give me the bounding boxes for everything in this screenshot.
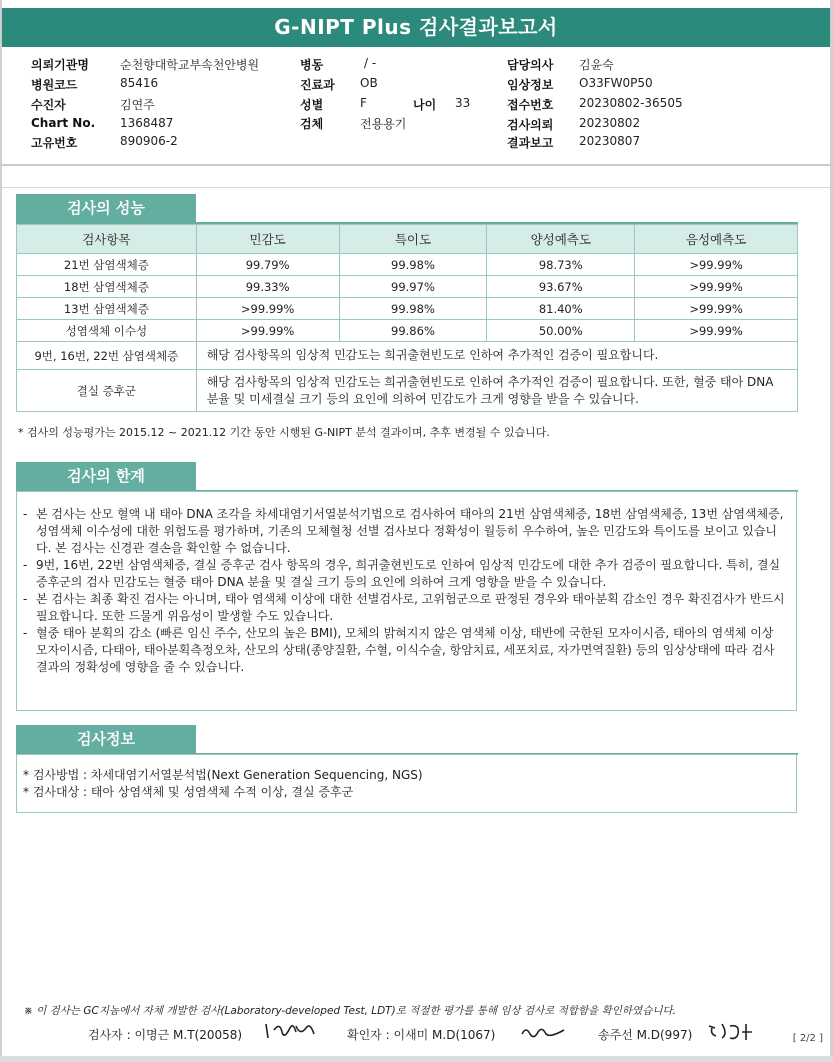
sex-label: 성별 (300, 98, 324, 112)
table-cell: 99.97% (339, 276, 487, 298)
column-header: 특이도 (339, 225, 487, 254)
limitations-box (16, 491, 797, 711)
report-date-label: 결과보고 (507, 136, 554, 150)
patient-info (0, 54, 833, 164)
table-cell: 98.73% (487, 254, 635, 276)
table-cell: 9번, 16번, 22번 삼염색체증 (17, 342, 197, 370)
table-cell: >99.99% (196, 298, 339, 320)
dept-value: OB (360, 76, 378, 90)
table-cell: >99.99% (635, 254, 798, 276)
limitations-heading: 검사의 한계 (16, 462, 196, 490)
report-date-value: 20230807 (579, 134, 641, 148)
table-cell: 99.79% (196, 254, 339, 276)
info-divider-thin (2, 187, 830, 188)
clinical-label: 임상정보 (507, 78, 554, 92)
table-cell: >99.99% (196, 320, 339, 342)
doctor-label: 담당의사 (507, 58, 554, 72)
list-item: - 혈중 태아 분획의 감소 (빠른 임신 주수, 산모의 높은 BMI), 모체의 밝혀지지 않은 염색체 이상, 태반에 국한된 모자이시즘, 태아의 염색체 이상 모자이시즘, 다태아, 태아분획측정오차, 산모의 상태(종양질환, 수혈, 이식수술, 항암치료, 세포치료, 자가면역질환) 등의 임상상태에 따라 검사결과의 정확성에 영향을 줄 수 있습니다. (23, 625, 786, 676)
page-number: [ 2/2 ] (792, 1033, 823, 1044)
list-item: - 본 검사는 산모 혈액 내 태아 DNA 조각을 차세대염기서열분석기법으로 검사하여 태아의 21번 삼염색체증, 18번 삼염색체증, 13번 삼염색체증, 성염색체 이수성에 대한 위험도를 평가하며, 기존의 모체혈청 선별 검사보다 정확성이 월등히 우수하여, 높은 민감도와 특이도를 보이고 있습니다. 본 검사는 신경관 결손을 확인할 수 없습니다. (23, 506, 786, 557)
table-cell: 99.98% (339, 298, 487, 320)
performance-table (16, 224, 798, 412)
table-cell: >99.99% (635, 276, 798, 298)
req-date-value: 20230802 (579, 116, 641, 130)
table-cell: 99.98% (339, 254, 487, 276)
table-cell: 99.86% (339, 320, 487, 342)
list-item: - 본 검사는 최종 확진 검사는 아니며, 태아 염색체 이상에 대한 선별검사로, 고위험군으로 판정된 경우와 태아분획 감소인 경우 확진검사가 반드시 필요합니다. 또한 드물게 위음성이 발생할 수도 있습니다. (23, 591, 786, 625)
req-inst-value: 순천향대학교부속천안병원 (120, 58, 260, 72)
doctor-value: 김윤숙 (579, 58, 614, 72)
table-cell: 성염색체 이수성 (17, 320, 197, 342)
table-cell: 18번 삼염색체증 (17, 276, 197, 298)
age-label: 나이 (413, 98, 437, 112)
tester: 검사자 : 이명근 M.T(20058) (88, 1028, 243, 1042)
hosp-code-value: 85416 (120, 76, 159, 90)
table-cell: 50.00% (487, 320, 635, 342)
ward-value: / - (364, 56, 377, 70)
list-item: * 검사방법 : 차세대염기서열분석법(Next Generation Sequencing, NGS) (23, 768, 423, 782)
ward-label: 병동 (300, 58, 324, 72)
clinical-value: O33FW0P50 (579, 76, 653, 90)
column-header: 검사항목 (17, 225, 197, 254)
tester-signature (262, 1020, 318, 1045)
table-cell: 21번 삼염색체증 (17, 254, 197, 276)
table-note-row (17, 370, 798, 412)
table-note: 해당 검사항목의 임상적 민감도는 희귀출현빈도로 인하여 추가적인 검증이 필요합니다. (196, 342, 797, 370)
table-cell: 81.40% (487, 298, 635, 320)
column-header: 음성예측도 (635, 225, 798, 254)
table-cell: 13번 삼염색체증 (17, 298, 197, 320)
table-note-row (17, 342, 798, 370)
table-cell: 93.67% (487, 276, 635, 298)
table-cell: 99.33% (196, 276, 339, 298)
receipt-label: 접수번호 (507, 98, 554, 112)
list-item: * 검사대상 : 태아 상염색체 및 성염색체 수적 이상, 결실 증후군 (23, 784, 354, 799)
table-row (17, 276, 798, 298)
performance-heading: 검사의 성능 (16, 194, 196, 222)
third-signer: 송주선 M.D(997) (598, 1028, 693, 1042)
chart-value: 1368487 (120, 116, 174, 130)
age-value: 33 (455, 96, 471, 110)
column-header: 양성예측도 (487, 225, 635, 254)
examinee-label: 수진자 (31, 98, 66, 112)
dept-label: 진료과 (300, 78, 335, 92)
chart-label: Chart No. (31, 116, 96, 130)
specimen-label: 검체 (300, 117, 324, 131)
table-note: 해당 검사항목의 임상적 민감도는 희귀출현빈도로 인하여 추가적인 검증이 필요합니다. 또한, 혈중 태아 DNA 분율 및 미세결실 크기 등의 요인에 의하여 민감도가 크게 영향을 받을 수 있습니다. (196, 370, 797, 412)
confirmer: 확인자 : 이새미 M.D(1067) (347, 1028, 496, 1042)
list-item: - 9번, 16번, 22번 삼염색체증, 결실 증후군 검사 항목의 경우, 희귀출현빈도로 인하여 임상적 민감도에 대한 추가 검증이 필요합니다. 특히, 결실 증후군의 검사 민감도는 혈중 태아 DNA 분율 및 결실 크기 등의 요인에 의하여 크게 영향을 받을 수 있습니다. (23, 557, 786, 591)
uid-label: 고유번호 (31, 136, 78, 150)
req-date-label: 검사의뢰 (507, 118, 554, 132)
method-heading: 검사정보 (16, 725, 196, 753)
report-title: G-NIPT Plus 검사결과보고서 (2, 8, 830, 47)
table-cell: >99.99% (635, 298, 798, 320)
uid-value: 890906-2 (120, 134, 178, 148)
req-inst-label: 의뢰기관명 (31, 58, 89, 72)
specimen-value: 전용용기 (360, 117, 407, 131)
column-header: 민감도 (196, 225, 339, 254)
method-box (16, 754, 797, 813)
disclaimer: ※ 이 검사는 GC지놈에서 자체 개발한 검사(Laboratory-developed Test, LDT)로 적절한 평가를 통해 임상 검사로 적합함을 확인하였습니다. (24, 1005, 676, 1017)
third-signature (706, 1020, 758, 1045)
table-row (17, 320, 798, 342)
info-divider (2, 164, 830, 166)
sex-value: F (360, 96, 367, 110)
receipt-value: 20230802-36505 (579, 96, 683, 110)
examinee-value: 김연주 (120, 98, 155, 112)
table-header-row (17, 225, 798, 254)
hosp-code-label: 병원코드 (31, 78, 78, 92)
table-row (17, 298, 798, 320)
table-cell: >99.99% (635, 320, 798, 342)
page-border-bottom (0, 1056, 833, 1062)
performance-footnote: * 검사의 성능평가는 2015.12 ~ 2021.12 기간 동안 시행된 G-NIPT 분석 결과이며, 추후 변경될 수 있습니다. (18, 426, 550, 439)
table-cell: 결실 증후군 (17, 370, 197, 412)
table-row (17, 254, 798, 276)
confirmer-signature (520, 1024, 566, 1043)
